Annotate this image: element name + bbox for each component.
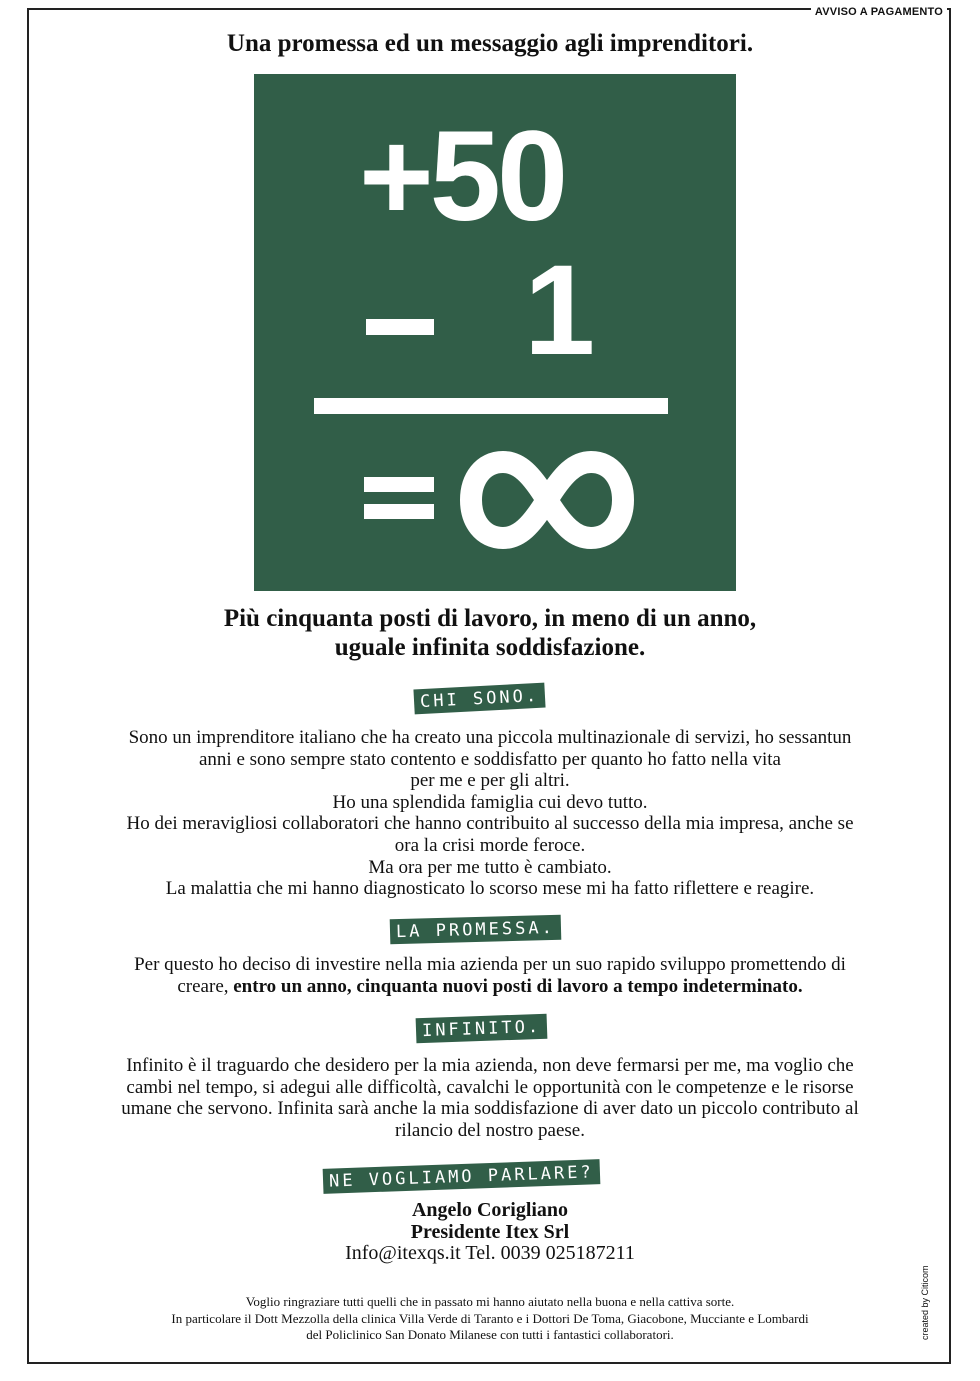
section-tag-infinito: INFINITO.	[416, 1014, 548, 1044]
text-line: Ma ora per me tutto è cambiato.	[368, 856, 612, 878]
text-line: Sono un imprenditore italiano che ha creato una piccola multinazionale di servizi, ho sessantun	[128, 727, 852, 748]
text-line: cambi nel tempo, si adegui alle difficoltà, cavalchi le opportunità con le competenze e le risorse	[126, 1076, 854, 1098]
credit-text: created by Citicom	[920, 1265, 930, 1340]
equals-bar-bottom	[364, 504, 434, 519]
equation-board	[254, 74, 736, 591]
section-infinito-text	[60, 1055, 920, 1141]
contact-info[interactable]: Info@itexqs.it Tel. 0039 025187211	[345, 1242, 635, 1264]
minus-sign	[366, 319, 434, 335]
subheadline-line-1: Più cinquanta posti di lavoro, in meno di un anno,	[223, 605, 757, 632]
text-line: Ho dei meravigliosi collaboratori che hanno contribuito al successo della mia impresa, anche se	[126, 813, 854, 835]
section-chi-sono-text	[60, 727, 920, 900]
headline: Una promessa ed un messaggio agli imprenditori.	[226, 30, 754, 57]
equals-bar-top	[364, 477, 434, 492]
text-line: anni e sono sempre stato contento e soddisfatto per quanto ho fatto nella vita	[199, 748, 781, 770]
text-line: In particolare il Dott Mezzolla della clinica Villa Verde di Taranto e i Dottori De Toma, Giacobone, Mucciante e Lombardi	[171, 1310, 809, 1326]
text-line: umane che servono. Infinita sarà anche la mia soddisfazione di aver dato un piccolo contributo al	[121, 1098, 859, 1120]
contact-tag: NE VOGLIAMO PARLARE?	[323, 1159, 600, 1194]
section-tag-la-promessa: LA PROMESSA.	[390, 915, 561, 944]
text-line: Per questo ho deciso di investire nella mia azienda per un suo rapido sviluppo promettendo di	[134, 954, 846, 975]
text-line: rilancio del nostro paese.	[395, 1119, 585, 1141]
subheadline-line-2: uguale infinita soddisfazione.	[334, 634, 646, 661]
text-line: Infinito è il traguardo che desidero per la mia azienda, non deve fermarsi per me, ma voglio che	[126, 1055, 854, 1076]
credit-line	[918, 1258, 934, 1340]
subheadline	[0, 604, 980, 662]
signature-block	[0, 1200, 980, 1265]
text-bold: entro un anno, cinquanta nuovi posti di lavoro a tempo indeterminato.	[233, 975, 803, 997]
thanks-note	[60, 1294, 920, 1344]
text-line: ora la crisi morde feroce.	[394, 834, 586, 856]
text-line	[60, 976, 920, 998]
text-plain: creare,	[177, 975, 234, 997]
signer-role: Presidente Itex Srl	[410, 1220, 570, 1243]
text-line: del Policlinico San Donato Milanese con tutti i fantastici collaboratori.	[306, 1327, 674, 1342]
text-line: La malattia che mi hanno diagnosticato lo scorso mese mi ha fatto riflettere e reagire.	[165, 878, 815, 900]
text-line: Ho una splendida famiglia cui devo tutto.	[332, 791, 648, 813]
paid-notice-label: AVVISO A PAGAMENTO	[811, 6, 947, 18]
signer-name: Angelo Corigliano	[411, 1199, 569, 1221]
text-line: Voglio ringraziare tutti quelli che in passato mi hanno aiutato nella buona e nella cattiva sorte.	[245, 1294, 735, 1309]
minus-one-number: 1	[524, 239, 596, 382]
text-line: per me e per gli altri.	[410, 770, 570, 792]
equation-rule	[314, 398, 668, 414]
section-la-promessa-text	[60, 954, 920, 997]
plus-fifty: +50	[359, 105, 565, 248]
infinity-icon	[459, 446, 635, 554]
section-tag-chi-sono: CHI SONO.	[413, 683, 545, 715]
